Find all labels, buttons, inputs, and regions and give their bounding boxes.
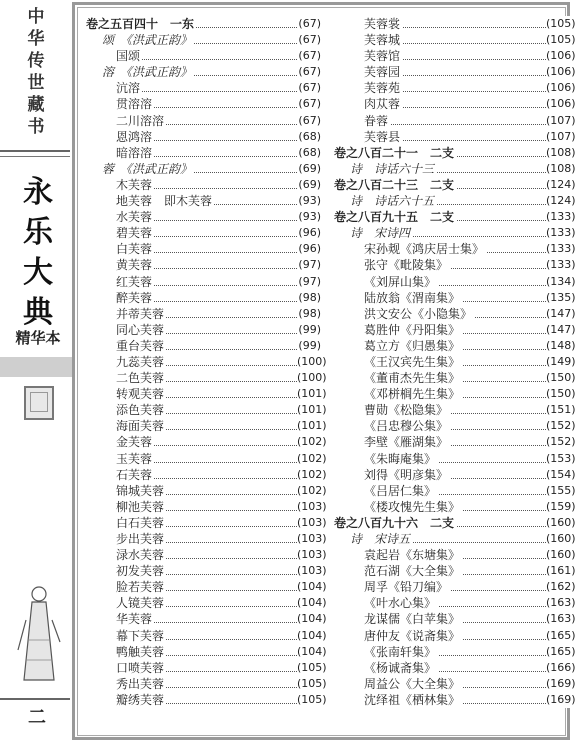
toc-entry bbox=[82, 113, 321, 129]
toc-entry-page: (134) bbox=[546, 274, 570, 290]
toc-entry-page: (162) bbox=[546, 579, 570, 595]
toc-entry-page: (104) bbox=[297, 579, 321, 595]
toc-entry bbox=[330, 48, 576, 64]
toc-entry bbox=[330, 257, 576, 273]
toc-entry bbox=[82, 129, 321, 145]
toc-entry bbox=[82, 370, 327, 386]
toc-entry-page: (98) bbox=[297, 290, 321, 306]
toc-entry-page: (104) bbox=[297, 628, 321, 644]
toc-entry-title: 鸭触芙蓉 bbox=[116, 644, 165, 659]
toc-entry-page: (103) bbox=[297, 499, 321, 515]
toc-entry-page: (101) bbox=[297, 418, 321, 434]
toc-entry-page: (135) bbox=[546, 290, 570, 306]
toc-entry-title: 《叶水心集》 bbox=[364, 596, 437, 611]
toc-entry-page: (150) bbox=[546, 386, 570, 402]
toc-entry bbox=[82, 402, 327, 418]
toc-entry-title: 《刘屏山集》 bbox=[364, 274, 437, 289]
toc-entry bbox=[330, 16, 576, 32]
toc-entry-page: (97) bbox=[297, 257, 321, 273]
toc-entry-page: (100) bbox=[297, 370, 321, 386]
toc-entry bbox=[82, 418, 327, 434]
toc-entry-page: (169) bbox=[546, 676, 570, 692]
toc-entry bbox=[330, 225, 576, 241]
divider bbox=[0, 156, 70, 157]
toc-entry bbox=[330, 676, 576, 692]
toc-entry-title: 《吕居仁集》 bbox=[364, 483, 437, 498]
toc-entry bbox=[82, 225, 321, 241]
toc-entry-title: 《朱晦庵集》 bbox=[364, 451, 437, 466]
toc-entry bbox=[82, 644, 327, 660]
series-title: 中华传世藏书 bbox=[27, 7, 45, 137]
toc-entry-page: (153) bbox=[546, 451, 570, 467]
toc-entry bbox=[82, 467, 327, 483]
toc-entry-page: (103) bbox=[297, 563, 321, 579]
divider bbox=[0, 150, 70, 152]
toc-entry bbox=[330, 80, 576, 96]
toc-entry-title: 国颂 bbox=[116, 49, 141, 64]
toc-entry bbox=[330, 338, 576, 354]
toc-entry bbox=[330, 113, 576, 129]
toc-entry-page: (105) bbox=[297, 676, 321, 692]
toc-entry-title: 木芙蓉 bbox=[116, 177, 153, 192]
toc-entry-page: (104) bbox=[297, 595, 321, 611]
toc-entry-title: 金芙蓉 bbox=[116, 435, 153, 450]
toc-entry-page: (147) bbox=[546, 306, 570, 322]
toc-entry-title: 肉苁蓉 bbox=[364, 97, 401, 112]
toc-entry bbox=[82, 628, 327, 644]
toc-entry-title: 芙蓉裳 bbox=[364, 17, 401, 31]
toc-entry bbox=[330, 660, 576, 676]
sidebar bbox=[0, 0, 72, 750]
divider bbox=[0, 698, 70, 700]
toc-entry-page: (149) bbox=[546, 354, 570, 370]
toc-entry-title: 洪文安公《小隐集》 bbox=[364, 306, 473, 321]
toc-entry-page: (107) bbox=[546, 113, 570, 129]
book-title: 永乐大典 bbox=[23, 175, 53, 330]
toc-entry-page: (69) bbox=[297, 177, 321, 193]
toc-entry-page: (154) bbox=[546, 467, 570, 483]
toc-entry-title: 沈绎祖《栖林集》 bbox=[364, 692, 461, 707]
toc-entry-page: (100) bbox=[297, 354, 321, 370]
decorative-band bbox=[0, 357, 72, 377]
toc-entry bbox=[82, 32, 321, 48]
toc-entry-page: (101) bbox=[297, 386, 321, 402]
toc-entry-title: 《杨诚斋集》 bbox=[364, 660, 437, 675]
toc-entry-title: 《张南轩集》 bbox=[364, 644, 437, 659]
toc-entry-page: (163) bbox=[546, 595, 570, 611]
toc-entry bbox=[330, 64, 576, 80]
toc-entry-page: (67) bbox=[297, 16, 321, 32]
toc-entry-title: 添色芙蓉 bbox=[116, 403, 165, 418]
toc-entry-page: (105) bbox=[546, 16, 570, 32]
toc-entry bbox=[82, 48, 321, 64]
toc-entry bbox=[330, 611, 576, 627]
toc-entry-page: (67) bbox=[297, 32, 321, 48]
toc-entry-page: (96) bbox=[297, 241, 321, 257]
toc-entry bbox=[330, 209, 576, 225]
toc-entry-page: (67) bbox=[297, 113, 321, 129]
toc-entry bbox=[330, 531, 576, 547]
toc-entry-title: 卷之八百二十一 二支 bbox=[334, 145, 455, 160]
toc-entry bbox=[82, 290, 321, 306]
toc-entry bbox=[82, 193, 321, 209]
toc-entry-title: 芙蓉城 bbox=[364, 33, 401, 48]
toc-entry-title: 卷之五百四十 一东 bbox=[86, 17, 195, 31]
toc-entry-page: (67) bbox=[297, 64, 321, 80]
toc-entry-page: (104) bbox=[297, 611, 321, 627]
toc-entry-page: (105) bbox=[297, 660, 321, 676]
toc-entry bbox=[330, 547, 576, 563]
toc-entry-title: 葛立方《归愚集》 bbox=[364, 338, 461, 353]
toc-entry-title: 幕下芙蓉 bbox=[116, 628, 165, 643]
toc-entry bbox=[330, 402, 576, 418]
toc-entry bbox=[330, 322, 576, 338]
toc-entry bbox=[82, 322, 321, 338]
toc-entry-page: (160) bbox=[546, 531, 570, 547]
toc-entry bbox=[82, 64, 321, 80]
toc-entry-title: 芙蓉苑 bbox=[364, 81, 401, 96]
toc-entry-title: 步出芙蓉 bbox=[116, 532, 165, 546]
toc-entry-title: 卷之八百二十三 二支 bbox=[334, 177, 455, 192]
toc-entry bbox=[330, 467, 576, 483]
toc-entry-page: (102) bbox=[297, 434, 321, 450]
toc-entry-page: (106) bbox=[546, 64, 570, 80]
toc-entry-title: 石芙蓉 bbox=[116, 467, 153, 482]
toc-entry-page: (93) bbox=[297, 209, 321, 225]
toc-entry bbox=[82, 515, 327, 531]
toc-entry-title: 重台芙蓉 bbox=[116, 338, 165, 353]
toc-entry bbox=[330, 370, 576, 386]
toc-entry bbox=[330, 563, 576, 579]
toc-entry bbox=[82, 531, 327, 547]
toc-entry-title: 周益公《大全集》 bbox=[364, 676, 461, 691]
toc-entry-title: 卷之八百九十六 二支 bbox=[334, 515, 455, 530]
toc-entry bbox=[82, 451, 327, 467]
toc-entry-page: (147) bbox=[546, 322, 570, 338]
toc-entry bbox=[82, 354, 327, 370]
toc-entry-title: 二色芙蓉 bbox=[116, 371, 165, 386]
toc-entry-page: (102) bbox=[297, 467, 321, 483]
scholar-figure-illustration bbox=[14, 580, 64, 690]
toc-entry-page: (98) bbox=[297, 306, 321, 322]
toc-entry-page: (152) bbox=[546, 418, 570, 434]
toc-entry-page: (68) bbox=[297, 129, 321, 145]
toc-entry-title: 沆溶 bbox=[116, 81, 141, 96]
toc-entry-page: (166) bbox=[546, 660, 570, 676]
toc-entry-title: 贯溶溶 bbox=[116, 97, 153, 112]
toc-entry bbox=[330, 483, 576, 499]
toc-entry-title: 芙蓉园 bbox=[364, 65, 401, 80]
toc-entry-title: 眷蓉 bbox=[364, 113, 389, 128]
toc-entry-title: 芙蓉县 bbox=[364, 129, 401, 144]
seal-icon bbox=[24, 386, 54, 420]
toc-entry-page: (159) bbox=[546, 499, 570, 515]
toc-entry bbox=[330, 354, 576, 370]
edition-label: 精华本 bbox=[15, 329, 61, 347]
toc-entry-title: 诗 诗话六十三 bbox=[350, 161, 435, 176]
page-number: 二 bbox=[28, 707, 46, 728]
toc-entry bbox=[330, 96, 576, 112]
toc-entry-page: (106) bbox=[546, 80, 570, 96]
toc-entry-title: 碧芙蓉 bbox=[116, 226, 153, 241]
toc-entry-title: 葛胜仲《丹阳集》 bbox=[364, 322, 461, 337]
toc-entry bbox=[330, 177, 576, 193]
toc-entry bbox=[82, 692, 327, 708]
toc-entry-title: 地芙蓉 即木芙蓉 bbox=[116, 194, 213, 209]
toc-entry-page: (160) bbox=[546, 515, 570, 531]
toc-entry-title: 脸若芙蓉 bbox=[116, 580, 165, 595]
toc-entry-title: 秀出芙蓉 bbox=[116, 676, 165, 691]
toc-entry bbox=[82, 274, 321, 290]
toc-entry-title: 黄芙蓉 bbox=[116, 258, 153, 273]
toc-entry bbox=[330, 595, 576, 611]
toc-entry bbox=[330, 692, 576, 708]
toc-entry-page: (96) bbox=[297, 225, 321, 241]
toc-entry-title: 范石湖《大全集》 bbox=[364, 564, 461, 579]
toc-entry-title: 李壁《雁湖集》 bbox=[364, 435, 449, 450]
toc-entry-title: 宋孙觌《鸿庆居士集》 bbox=[364, 242, 485, 257]
toc-entry bbox=[330, 129, 576, 145]
toc-entry-page: (103) bbox=[297, 547, 321, 563]
toc-entry-title: 九蕊芙蓉 bbox=[116, 354, 165, 369]
toc-entry-page: (103) bbox=[297, 531, 321, 547]
toc-entry bbox=[330, 418, 576, 434]
toc-entry-title: 水芙蓉 bbox=[116, 210, 153, 225]
toc-entry-page: (169) bbox=[546, 692, 570, 708]
toc-entry-page: (103) bbox=[297, 515, 321, 531]
toc-entry-title: 溶 《洪武正韵》 bbox=[102, 65, 193, 80]
toc-entry-title: 华芙蓉 bbox=[116, 612, 153, 627]
toc-entry bbox=[82, 96, 321, 112]
toc-entry-title: 同心芙蓉 bbox=[116, 322, 165, 337]
toc-entry-page: (155) bbox=[546, 483, 570, 499]
toc-entry-title: 人镜芙蓉 bbox=[116, 596, 165, 611]
toc-entry-page: (93) bbox=[297, 193, 321, 209]
toc-entry-title: 张守《毗陵集》 bbox=[364, 258, 449, 273]
toc-entry-title: 海面芙蓉 bbox=[116, 419, 165, 434]
toc-entry-title: 锦城芙蓉 bbox=[116, 483, 165, 498]
toc-entry bbox=[82, 499, 327, 515]
toc-entry bbox=[82, 16, 321, 32]
toc-column-right bbox=[330, 16, 576, 708]
toc-entry-page: (160) bbox=[546, 547, 570, 563]
toc-entry-page: (99) bbox=[297, 338, 321, 354]
toc-entry-title: 《楼攻愧先生集》 bbox=[364, 499, 461, 514]
toc-entry-title: 玉芙蓉 bbox=[116, 451, 153, 466]
toc-entry-title: 转观芙蓉 bbox=[116, 387, 165, 402]
toc-entry-title: 白石芙蓉 bbox=[116, 515, 165, 530]
toc-entry-title: 蓉 《洪武正韵》 bbox=[102, 161, 193, 176]
toc-entry bbox=[82, 547, 327, 563]
toc-entry-page: (102) bbox=[297, 451, 321, 467]
toc-entry bbox=[330, 515, 576, 531]
toc-entry bbox=[82, 161, 321, 177]
toc-entry-title: 柳池芙蓉 bbox=[116, 499, 165, 514]
toc-entry-title: 并蒂芙蓉 bbox=[116, 306, 165, 321]
toc-entry-page: (67) bbox=[297, 80, 321, 96]
toc-entry-title: 渌水芙蓉 bbox=[116, 548, 165, 563]
toc-entry-page: (106) bbox=[546, 96, 570, 112]
toc-entry-page: (105) bbox=[546, 32, 570, 48]
toc-entry-page: (124) bbox=[546, 193, 570, 209]
toc-entry-title: 《王汉宾先生集》 bbox=[364, 354, 461, 369]
toc-entry-title: 陆放翁《渭南集》 bbox=[364, 290, 461, 305]
toc-entry-title: 《董甫杰先生集》 bbox=[364, 371, 461, 386]
toc-entry-title: 瓣绣芙蓉 bbox=[116, 692, 165, 707]
toc-entry bbox=[82, 595, 327, 611]
toc-entry-page: (108) bbox=[546, 161, 570, 177]
toc-entry bbox=[82, 563, 327, 579]
toc-entry bbox=[330, 145, 576, 161]
toc-entry bbox=[82, 386, 327, 402]
toc-entry-title: 卷之八百九十五 二支 bbox=[334, 210, 455, 225]
toc-entry-title: 袁起岩《东塘集》 bbox=[364, 548, 461, 563]
toc-entry bbox=[330, 193, 576, 209]
toc-entry-title: 曹勋《松隐集》 bbox=[364, 403, 449, 418]
toc-entry-page: (67) bbox=[297, 48, 321, 64]
toc-entry bbox=[82, 483, 327, 499]
toc-entry bbox=[330, 161, 576, 177]
toc-entry-page: (148) bbox=[546, 338, 570, 354]
toc-entry-page: (133) bbox=[546, 257, 570, 273]
toc-entry-page: (152) bbox=[546, 434, 570, 450]
toc-entry-page: (101) bbox=[297, 402, 321, 418]
toc-entry-page: (102) bbox=[297, 483, 321, 499]
dot-leader bbox=[116, 48, 297, 60]
toc-entry-title: 白芙蓉 bbox=[116, 242, 153, 257]
toc-entry bbox=[82, 145, 321, 161]
toc-entry bbox=[330, 579, 576, 595]
toc-entry-title: 颂 《洪武正韵》 bbox=[102, 33, 193, 48]
toc-entry bbox=[82, 306, 321, 322]
toc-entry-title: 醉芙蓉 bbox=[116, 290, 153, 305]
toc-entry bbox=[82, 611, 327, 627]
toc-entry-title: 诗 宋诗五 bbox=[350, 532, 411, 546]
toc-entry-title: 二川溶溶 bbox=[116, 113, 165, 128]
toc-entry-title: 《吕忠穆公集》 bbox=[364, 419, 449, 434]
toc-entry-page: (105) bbox=[297, 692, 321, 708]
toc-entry-page: (124) bbox=[546, 177, 570, 193]
toc-entry-title: 初发芙蓉 bbox=[116, 564, 165, 579]
toc-entry-title: 暗溶溶 bbox=[116, 145, 153, 160]
dot-leader bbox=[116, 80, 297, 92]
toc-entry-page: (67) bbox=[297, 96, 321, 112]
toc-column-left bbox=[82, 16, 327, 708]
toc-entry bbox=[82, 209, 321, 225]
toc-entry-page: (106) bbox=[546, 48, 570, 64]
toc-entry-page: (99) bbox=[297, 322, 321, 338]
toc-entry bbox=[82, 660, 327, 676]
toc-entry bbox=[330, 290, 576, 306]
toc-entry-title: 诗 诗话六十五 bbox=[350, 194, 435, 209]
toc-entry-page: (133) bbox=[546, 209, 570, 225]
toc-entry bbox=[330, 499, 576, 515]
toc-entry bbox=[330, 644, 576, 660]
toc-entry-page: (133) bbox=[546, 241, 570, 257]
toc-entry-title: 周孚《铅刀编》 bbox=[364, 580, 449, 595]
toc-entry bbox=[82, 338, 321, 354]
toc-entry-title: 《邓栟榈先生集》 bbox=[364, 387, 461, 402]
toc-entry-page: (165) bbox=[546, 644, 570, 660]
toc-entry-page: (104) bbox=[297, 644, 321, 660]
toc-entry bbox=[82, 80, 321, 96]
toc-entry bbox=[330, 306, 576, 322]
toc-entry-title: 恩鸿溶 bbox=[116, 129, 153, 144]
toc-entry bbox=[330, 386, 576, 402]
toc-entry-page: (107) bbox=[546, 129, 570, 145]
toc-entry-page: (161) bbox=[546, 563, 570, 579]
toc-entry bbox=[82, 579, 327, 595]
toc-entry-title: 唐仲友《说斋集》 bbox=[364, 628, 461, 643]
toc-entry-title: 诗 宋诗四 bbox=[350, 226, 411, 241]
toc-entry bbox=[330, 274, 576, 290]
toc-entry bbox=[82, 676, 327, 692]
toc-entry-page: (163) bbox=[546, 611, 570, 627]
toc-entry bbox=[330, 628, 576, 644]
toc-entry-page: (151) bbox=[546, 402, 570, 418]
toc-entry bbox=[82, 241, 321, 257]
toc-entry-page: (150) bbox=[546, 370, 570, 386]
toc-entry-page: (68) bbox=[297, 145, 321, 161]
toc-entry-title: 刘得《明彦集》 bbox=[364, 467, 449, 482]
toc-entry bbox=[82, 177, 321, 193]
toc-entry-page: (133) bbox=[546, 225, 570, 241]
toc-entry-page: (97) bbox=[297, 274, 321, 290]
toc-entry-page: (108) bbox=[546, 145, 570, 161]
dot-leader bbox=[364, 113, 546, 125]
toc-entry-title: 红芙蓉 bbox=[116, 274, 153, 289]
toc-entry bbox=[330, 32, 576, 48]
toc-entry-page: (69) bbox=[297, 161, 321, 177]
toc-entry-page: (165) bbox=[546, 628, 570, 644]
toc-entry-title: 口喷芙蓉 bbox=[116, 660, 165, 675]
toc-entry bbox=[330, 241, 576, 257]
toc-entry bbox=[330, 451, 576, 467]
toc-entry-title: 龙谋儒《白苹集》 bbox=[364, 612, 461, 627]
toc-entry-title: 芙蓉馆 bbox=[364, 49, 401, 64]
toc-entry bbox=[82, 434, 327, 450]
toc-entry bbox=[330, 434, 576, 450]
toc-entry bbox=[82, 257, 321, 273]
